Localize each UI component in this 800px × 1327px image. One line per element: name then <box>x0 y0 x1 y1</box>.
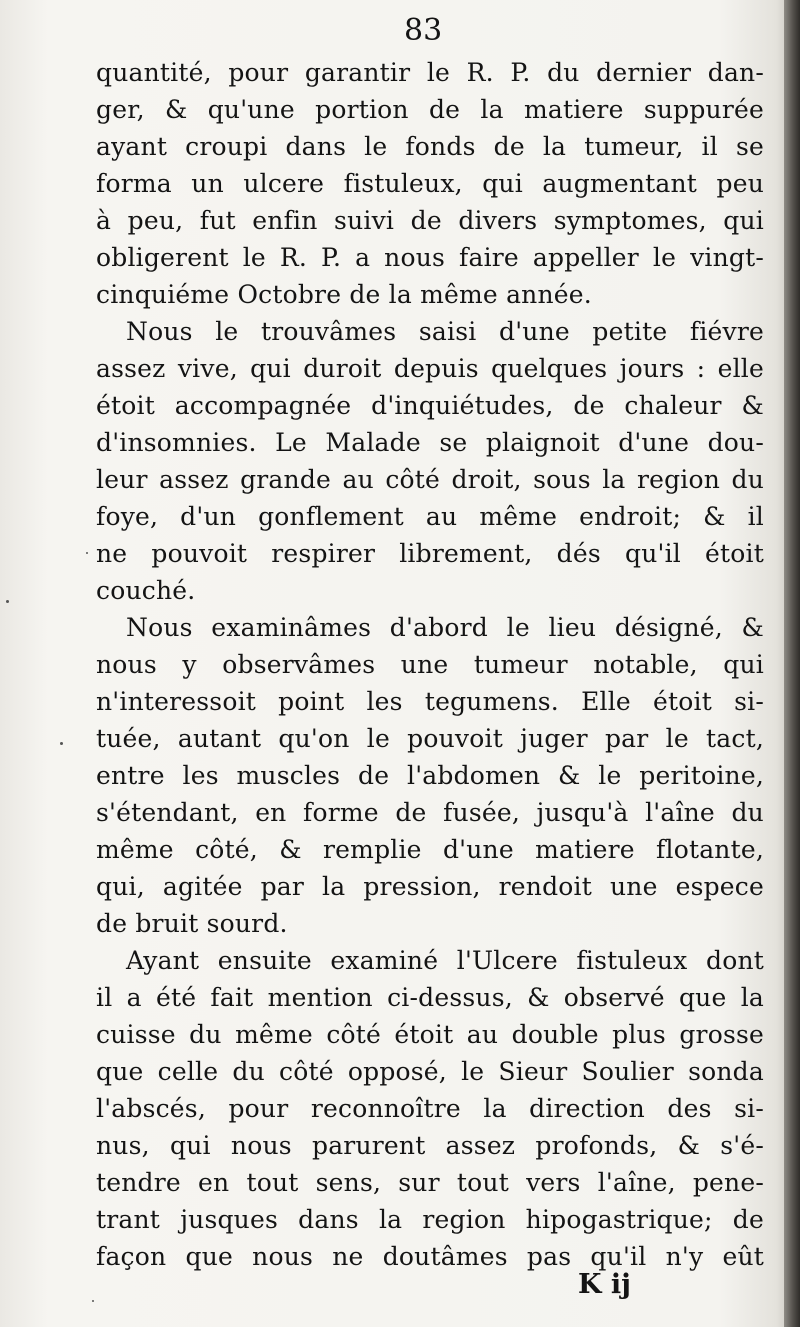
text-line: trant jusques dans la region hipogastrique; de <box>96 1205 764 1234</box>
text-line: tendre en tout sens, sur tout vers l'aîne, pene- <box>96 1168 764 1197</box>
paper-speck <box>6 600 9 603</box>
text-line: nous y observâmes une tumeur notable, qui <box>96 650 764 679</box>
text-line: assez vive, qui duroit depuis quelques jours : elle <box>96 354 764 383</box>
text-line: étoit accompagnée d'inquiétudes, de chaleur & <box>96 391 764 420</box>
page-edge-shadow <box>784 0 800 1327</box>
text-line: ne pouvoit respirer librement, dés qu'il étoit <box>96 539 764 568</box>
text-line: tuée, autant qu'on le pouvoit juger par le tact, <box>96 724 764 753</box>
text-line: obligerent le R. P. a nous faire appeller le vingt- <box>96 243 764 272</box>
paper-speck <box>86 552 88 554</box>
text-line: à peu, fut enfin suivi de divers symptomes, qui <box>96 206 764 235</box>
text-line: d'insomnies. Le Malade se plaignoit d'une dou- <box>96 428 764 457</box>
text-line: quantité, pour garantir le R. P. du dernier dan- <box>96 58 764 87</box>
text-line: de bruit sourd. <box>96 909 288 938</box>
text-line: foye, d'un gonflement au même endroit; & il <box>96 502 764 531</box>
text-line: entre les muscles de l'abdomen & le peritoine, <box>96 761 764 790</box>
text-block <box>96 54 764 1275</box>
text-line: que celle du côté opposé, le Sieur Soulier sonda <box>96 1057 764 1086</box>
paper-speck <box>60 742 63 745</box>
signature-mark: K ij <box>578 1269 631 1300</box>
text-line: cuisse du même côté étoit au double plus grosse <box>96 1020 764 1049</box>
text-line: s'étendant, en forme de fusée, jusqu'à l'aîne du <box>96 798 764 827</box>
text-line: Ayant ensuite examiné l'Ulcere fistuleux dont <box>126 946 764 975</box>
text-line: ayant croupi dans le fonds de la tumeur, il se <box>96 132 764 161</box>
text-line: Nous le trouvâmes saisi d'une petite fiévre <box>126 317 764 346</box>
text-line: même côté, & remplie d'une matiere flotante, <box>96 835 764 864</box>
text-line: Nous examinâmes d'abord le lieu désigné, & <box>126 613 764 642</box>
text-line: façon que nous ne doutâmes pas qu'il n'y eût <box>96 1242 764 1271</box>
text-line: nus, qui nous parurent assez profonds, & s'é- <box>96 1131 764 1160</box>
text-line: cinquiéme Octobre de la même année. <box>96 280 592 309</box>
text-line: leur assez grande au côté droit, sous la region du <box>96 465 764 494</box>
text-line: qui, agitée par la pression, rendoit une espece <box>96 872 764 901</box>
text-line: n'interessoit point les tegumens. Elle étoit si- <box>96 687 764 716</box>
page-number: 83 <box>404 13 443 48</box>
text-line: il a été fait mention ci-dessus, & observé que la <box>96 983 764 1012</box>
text-line: l'abscés, pour reconnoître la direction des si- <box>96 1094 764 1123</box>
paper-speck <box>92 1300 94 1302</box>
text-line: couché. <box>96 576 196 605</box>
text-line: ger, & qu'une portion de la matiere suppurée <box>96 95 764 124</box>
text-line: forma un ulcere fistuleux, qui augmentant peu <box>96 169 764 198</box>
